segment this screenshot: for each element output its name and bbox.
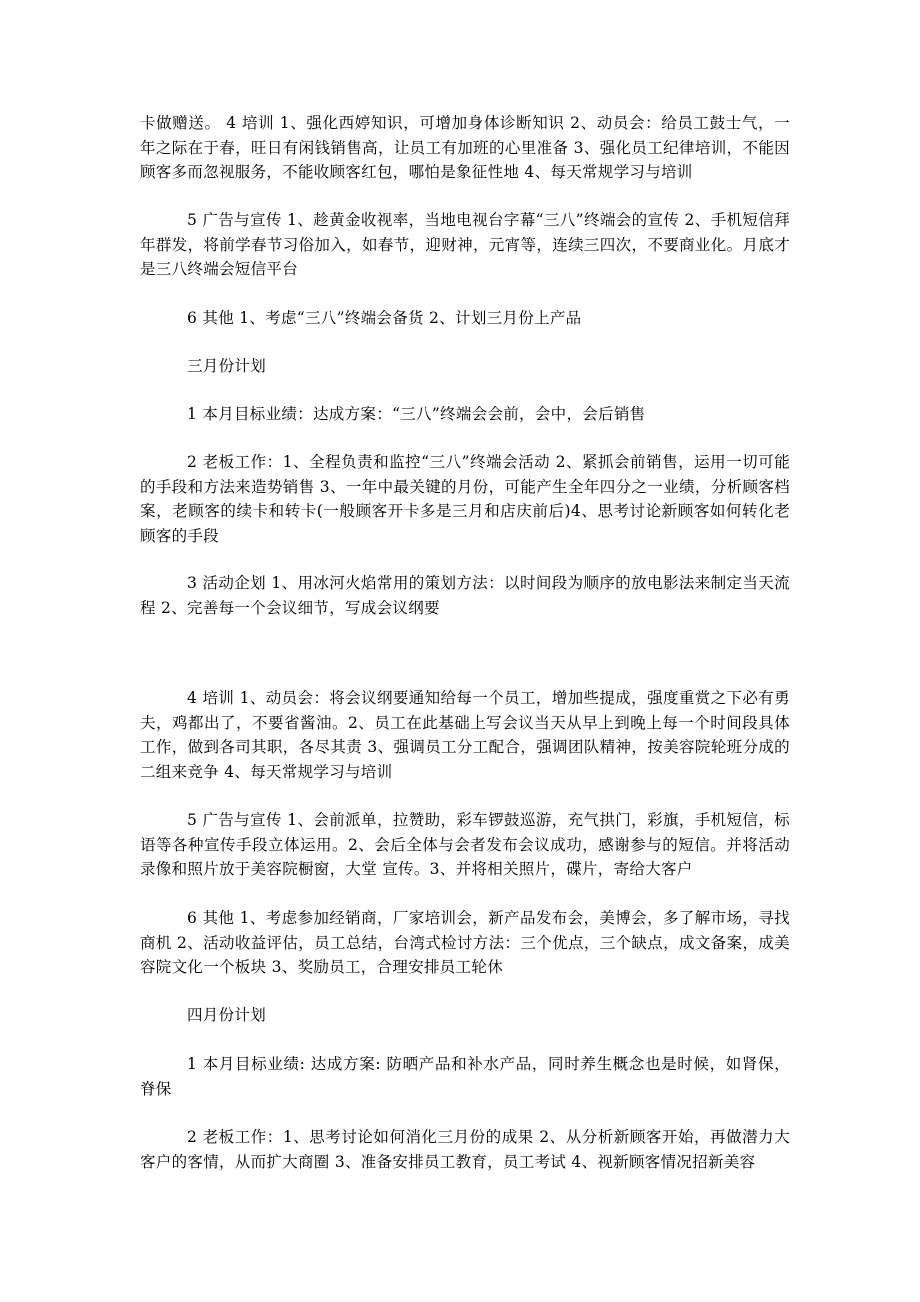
paragraph-advertising-february: 5 广告与宣传 1、趁黄金收视率，当地电视台字幕“三八”终端会的宣传 2、手机短信拜年群发，将前学春节习俗加入，如春节，迎财神，元宵等，连续三四次，不要商业化。月底才是三八终端会短信平台 [140,211,790,278]
paragraph-other-february: 6 其他 1、考虑“三八”终端会备货 2、计划三月份上产品 [187,309,582,327]
paragraph-boss-work-march: 2 老板工作：1、全程负责和监控“三八”终端会活动 2、紧抓会前销售，运用一切可能的手段和方法来造势销售 3、一年中最关键的月份，可能产生全年四分之一业绩，分析顾客档案，老顾客的续卡和转卡(一般顾客开卡多是三月和店庆前后)4、思考讨论新顾客如何转化老顾客的手段 [140,453,790,545]
heading-march-plan: 三月份计划 [187,357,267,375]
paragraph-boss-work-april: 2 老板工作：1、思考讨论如何消化三月份的成果 2、从分析新顾客开始，再做潜力大客户的客情，从而扩大商圈 3、准备安排员工教育，员工考试 4、视新顾客情况招新美容 [140,1128,790,1171]
paragraph-other-march: 6 其他 1、考虑参加经销商，厂家培训会，新产品发布会，美博会，多了解市场，寻找商机 2、活动收益评估，员工总结，台湾式检讨方法：三个优点，三个缺点，成文备案，成美容院文化一个板块 3、奖励员工，合理安排员工轮休 [140,909,790,976]
paragraph-advertising-march: 5 广告与宣传 1、会前派单，拉赞助，彩车锣鼓巡游，充气拱门，彩旗，手机短信，标语等各种宣传手段立体运用。2、会后全体与会者发布会议成功，感谢参与的短信。并将活动录像和照片放于美容院橱窗，大堂 宣传。3、并将相关照片，碟片，寄给大客户 [140,811,790,878]
paragraph-training-february: 卡做赠送。 4 培训 1、强化西婷知识，可增加身体诊断知识 2、动员会：给员工鼓士气，一年之际在于春，旺日有闲钱销售高，让员工有加班的心里准备 3、强化员工纪律培训，不能因顾客多而忽视服务，不能收顾客红包，哪怕是象征性地 4、每天常规学习与培训 [140,114,790,181]
paragraph-event-planning-march: 3 活动企划 1、用冰河火焰常用的策划方法：以时间段为顺序的放电影法来制定当天流程 2、完善每一个会议细节，写成会议纲要 [140,574,790,617]
paragraph-target-april: 1 本月目标业绩: 达成方案: 防晒产品和补水产品，同时养生概念也是时候，如肾保，脊保 [140,1055,790,1098]
paragraph-target-march: 1 本月目标业绩：达成方案：“三八”终端会会前，会中，会后销售 [187,405,646,423]
heading-april-plan: 四月份计划 [187,1006,267,1024]
paragraph-training-march: 4 培训 1、动员会：将会议纲要通知给每一个员工，增加些提成，强度重赏之下必有勇夫，鸡都出了，不要省酱油。2、员工在此基础上写会议当天从早上到晚上每一个时间段具体工作，做到各司其职，各尽其责 3、强调员工分工配合，强调团队精神，按美容院轮班分成的二组来竞争 4、每天常规学习与培训 [140,689,790,781]
